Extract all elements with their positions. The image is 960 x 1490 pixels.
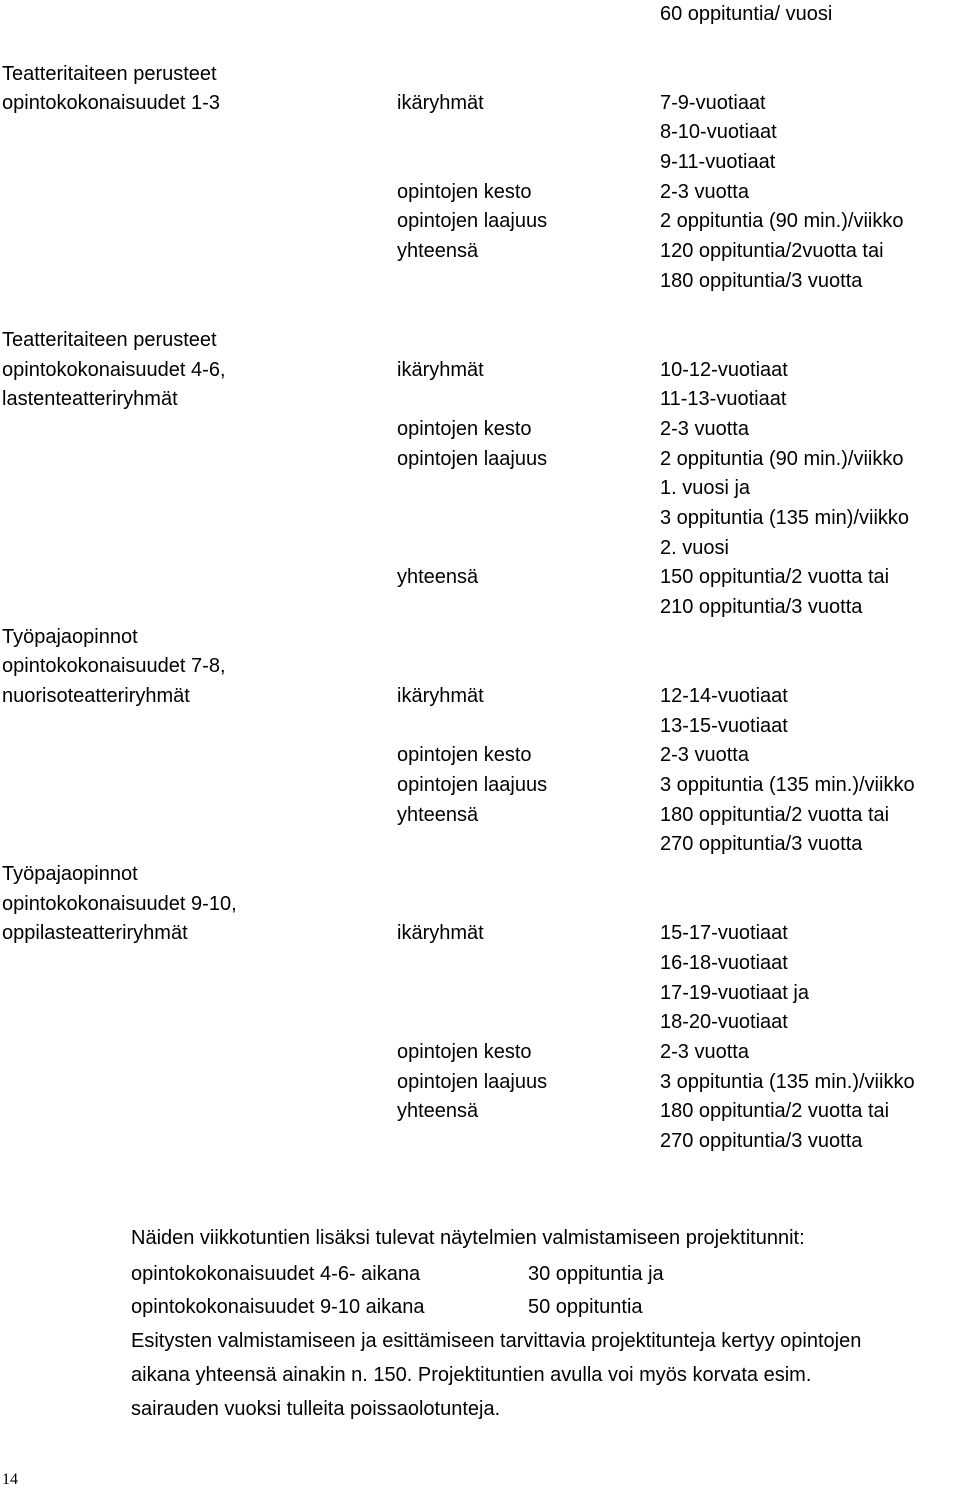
age-groups-label: ikäryhmät [397,359,484,381]
age-group-value: 11-13-vuotiaat [660,388,787,410]
age-group-value: 16-18-vuotiaat [660,952,788,974]
section-title-line: Työpajaopinnot [2,863,138,885]
age-group-value: 7-9-vuotiaat [660,92,766,114]
total-value: 150 oppituntia/2 vuotta tai [660,566,890,588]
scope-value: 3 oppituntia (135 min.)/viikko [660,774,915,796]
scope-label: opintojen laajuus [397,210,548,232]
scope-value: 2. vuosi [660,537,729,559]
note-row-label: opintokokonaisuudet 9-10 aikana [131,1296,425,1318]
scope-label: opintojen laajuus [397,448,548,470]
age-group-value: 15-17-vuotiaat [660,922,788,944]
total-value: 180 oppituntia/2 vuotta tai [660,804,890,826]
total-label: yhteensä [397,240,479,262]
total-value: 270 oppituntia/3 vuotta [660,1130,863,1152]
section-title-line: lastenteatteriryhmät [2,388,178,410]
age-group-value: 8-10-vuotiaat [660,121,777,143]
note-intro: Näiden viikkotuntien lisäksi tulevat näytelmien valmistamiseen projektitunnit: [131,1227,805,1249]
duration-value: 2-3 vuotta [660,181,749,203]
total-label: yhteensä [397,1100,479,1122]
total-label: yhteensä [397,566,479,588]
scope-label: opintojen laajuus [397,1071,548,1093]
section-title-line: Teatteritaiteen perusteet [2,329,217,351]
note-row-label: opintokokonaisuudet 4-6- aikana [131,1263,421,1285]
page-number: 14 [2,1471,18,1488]
section-title-line: Työpajaopinnot [2,626,138,648]
duration-label: opintojen kesto [397,181,532,203]
total-value: 180 oppituntia/2 vuotta tai [660,1100,890,1122]
scope-value: 1. vuosi ja [660,477,751,499]
duration-value: 2-3 vuotta [660,744,749,766]
note-row-value: 50 oppituntia [528,1296,643,1318]
note-paragraph-line: aikana yhteensä ainakin n. 150. Projektituntien avulla voi myös korvata esim. [131,1364,812,1386]
note-paragraph-line: Esitysten valmistamiseen ja esittämiseen tarvittavia projektitunteja kertyy opintojen [131,1330,862,1352]
duration-label: opintojen kesto [397,418,532,440]
duration-value: 2-3 vuotta [660,418,749,440]
section-title-line: Teatteritaiteen perusteet [2,63,217,85]
section-title-line: opintokokonaisuudet 7-8, [2,655,226,677]
total-value: 180 oppituntia/3 vuotta [660,270,863,292]
age-groups-label: ikäryhmät [397,92,484,114]
total-value: 270 oppituntia/3 vuotta [660,833,863,855]
scope-value: 2 oppituntia (90 min.)/viikko [660,448,904,470]
annual-hours-heading: 60 oppituntia/ vuosi [660,3,833,25]
section-title-line: opintokokonaisuudet 4-6, [2,359,226,381]
section-title-line: opintokokonaisuudet 1-3 [2,92,220,114]
note-paragraph-line: sairauden vuoksi tulleita poissaolotunteja. [131,1398,501,1420]
section-title-line: nuorisoteatteriryhmät [2,685,190,707]
scope-value: 3 oppituntia (135 min.)/viikko [660,1071,915,1093]
scope-label: opintojen laajuus [397,774,548,796]
duration-label: opintojen kesto [397,1041,532,1063]
total-value: 120 oppituntia/2vuotta tai [660,240,884,262]
age-group-value: 18-20-vuotiaat [660,1011,788,1033]
age-group-value: 13-15-vuotiaat [660,715,788,737]
scope-value: 3 oppituntia (135 min)/viikko [660,507,910,529]
age-groups-label: ikäryhmät [397,685,484,707]
age-group-value: 12-14-vuotiaat [660,685,788,707]
total-label: yhteensä [397,804,479,826]
section-title-line: opintokokonaisuudet 9-10, [2,893,237,915]
scope-value: 2 oppituntia (90 min.)/viikko [660,210,904,232]
section-title-line: oppilasteatteriryhmät [2,922,188,944]
note-row-value: 30 oppituntia ja [528,1263,664,1285]
total-value: 210 oppituntia/3 vuotta [660,596,863,618]
age-groups-label: ikäryhmät [397,922,484,944]
age-group-value: 9-11-vuotiaat [660,151,776,173]
duration-label: opintojen kesto [397,744,532,766]
duration-value: 2-3 vuotta [660,1041,749,1063]
age-group-value: 10-12-vuotiaat [660,359,788,381]
age-group-value: 17-19-vuotiaat ja [660,982,809,1004]
